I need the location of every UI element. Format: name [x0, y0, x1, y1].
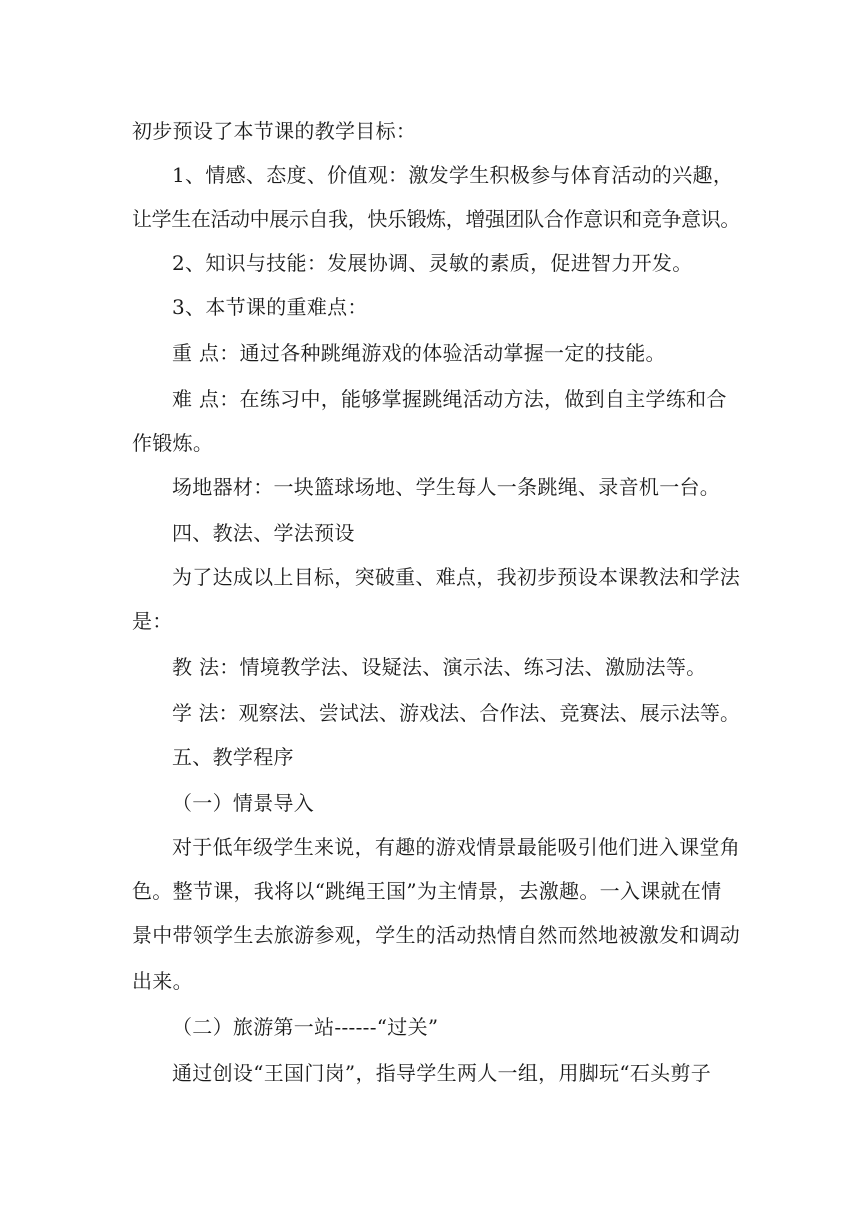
subsection-heading: （二）旅游第一站------“过关” [172, 1015, 439, 1039]
text-line: 重 点：通过各种跳绳游戏的体验活动掌握一定的技能。 [172, 341, 666, 365]
text-line: 教 法：情境教学法、设疑法、演示法、练习法、激励法等。 [172, 655, 707, 679]
text-line: 学 法：观察法、尝试法、游戏法、合作法、竞赛法、展示法等。 [172, 701, 740, 725]
section-heading: 五、教学程序 [172, 745, 294, 769]
text-line: 2、知识与技能：发展协调、灵敏的素质，促进智力开发。 [172, 251, 693, 275]
text-line: 为了达成以上目标，突破重、难点，我初步预设本课教法和学法 [172, 565, 740, 589]
section-heading: 四、教法、学法预设 [172, 521, 355, 545]
text-line: 3、本节课的重难点： [172, 295, 368, 319]
text-line: 是： [132, 609, 173, 633]
text-line: 通过创设“王国门岗”，指导学生两人一组，用脚玩“石头剪子 [172, 1061, 712, 1085]
text-line: 色。整节课，我将以“跳绳王国”为主情景，去激趣。一入课就在情 [132, 879, 722, 903]
text-line: 作锻炼。 [132, 431, 214, 455]
text-line: 对于低年级学生来说，有趣的游戏情景最能吸引他们进入课堂角 [172, 835, 740, 859]
text-line: 景中带领学生去旅游参观，学生的活动热情自然而然地被激发和调动 [132, 923, 740, 947]
text-line: 难 点：在练习中，能够掌握跳绳活动方法，做到自主学练和合 [172, 387, 727, 411]
text-line: 初步预设了本节课的教学目标： [132, 119, 417, 143]
text-line: 出来。 [132, 969, 193, 993]
text-line: 让学生在活动中展示自我，快乐锻炼，增强团队合作意识和竞争意识。 [132, 207, 740, 231]
subsection-heading: （一）情景导入 [172, 791, 315, 815]
text-line: 场地器材：一块篮球场地、学生每人一条跳绳、录音机一台。 [172, 475, 721, 499]
text-line: 1、情感、态度、价值观：激发学生积极参与体育活动的兴趣， [172, 163, 734, 187]
